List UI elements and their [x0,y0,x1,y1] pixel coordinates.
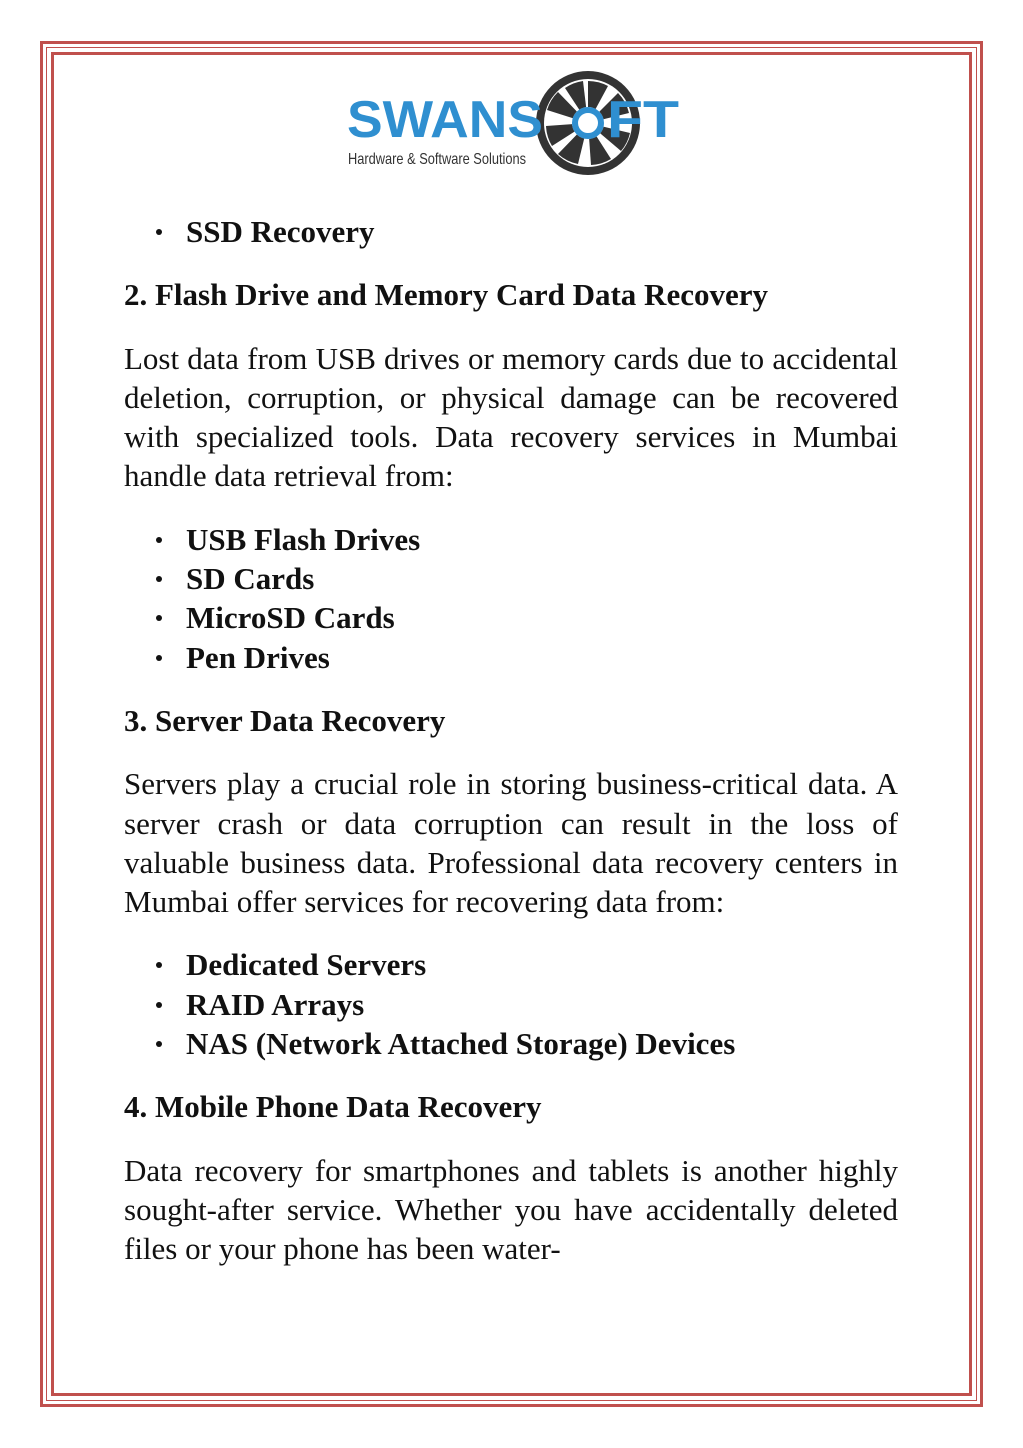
swansoft-logo [345,70,680,180]
brand-name-right: FT [607,91,680,149]
list-item-text: SD Cards [186,561,315,597]
list-item-text: NAS (Network Attached Storage) Devices [186,1026,736,1062]
section-heading-server: 3. Server Data Recovery [124,702,446,738]
section-paragraph-flash: Lost data from USB drives or memory cards due to accidental deletion, corruption, or physical damage can be recovered with specialized tools. Data recovery services in Mumbai handle data retrieval from: [124,340,898,494]
list-item [124,1024,898,1063]
bullet-icon [156,962,162,968]
list-item [124,598,898,637]
list-item-text: MicroSD Cards [186,600,395,636]
section-paragraph-server: Servers play a crucial role in storing business-critical data. A server crash or data corruption can result in the loss of valuable business data. Professional data recovery centers in Mumbai offer services for recovering data from: [124,766,898,920]
section-heading-mobile: 4. Mobile Phone Data Recovery [124,1089,542,1125]
list-item [124,985,898,1024]
bullet-icon [156,576,162,582]
bullet-icon [156,615,162,621]
list-item [124,520,898,559]
list-item-text: SSD Recovery [186,214,375,249]
ssd-list [124,212,898,251]
bullet-icon [156,537,162,543]
list-item-text: Pen Drives [186,639,330,675]
flash-device-list [124,520,898,677]
bullet-icon [156,1002,162,1008]
section-paragraph-mobile: Data recovery for smartphones and tablets is another highly sought-after service. Whether you have accidentally deleted files or your phone has been water- [124,1152,898,1267]
list-item [124,638,898,677]
brand-name-left: SWANS [347,91,543,149]
server-type-list [124,945,898,1063]
document-body [124,212,898,1269]
list-item [124,212,898,251]
list-item [124,559,898,598]
bullet-icon [156,229,162,235]
list-item-text: USB Flash Drives [186,521,421,557]
logo-tagline: Hardware & Software Solutions [348,151,526,168]
section-heading-flash: 2. Flash Drive and Memory Card Data Recovery [124,277,768,313]
list-item-text: RAID Arrays [186,986,365,1022]
list-item [124,945,898,984]
bullet-icon [156,1041,162,1047]
bullet-icon [156,655,162,661]
list-item-text: Dedicated Servers [186,947,427,983]
logo-graphic [345,70,680,180]
